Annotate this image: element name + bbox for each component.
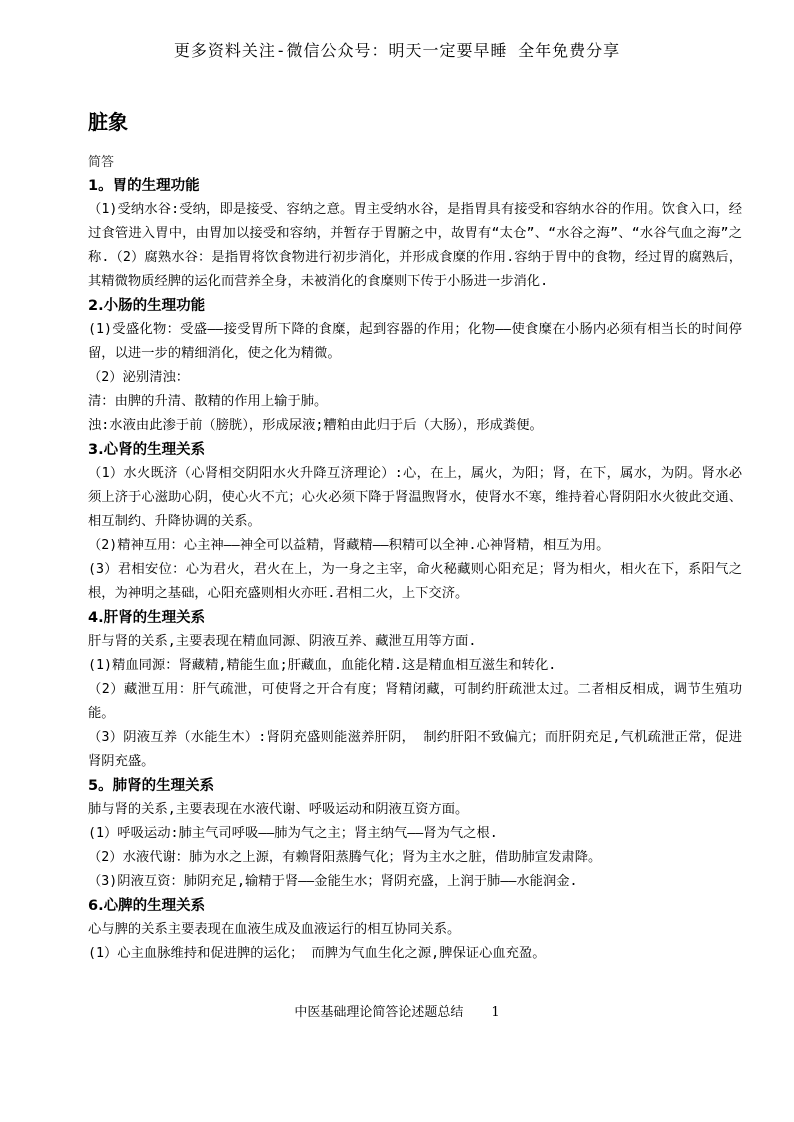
section — [88, 294, 742, 438]
chapter-title: 脏象 — [88, 110, 128, 134]
paragraph: （2）水液代谢：肺为水之上源，有赖肾阳蒸腾气化；肾为主水之脏，借助肺宣发肃降。 — [88, 850, 602, 865]
section — [88, 174, 742, 294]
section-heading: 2.小肠的生理功能 — [88, 298, 206, 314]
section-heading: 5。肺肾的生理关系 — [88, 778, 215, 794]
page-footer — [0, 1001, 794, 1020]
paragraph: (1)精血同源：肾藏精,精能生血;肝藏血，血能化精.这是精血相互滋生和转化. — [88, 658, 557, 673]
paragraph: 清：由脾的升清、散精的作用上输于肺。 — [88, 394, 328, 409]
paragraph: 肺与肾的关系,主要表现在水液代谢、呼吸运动和阴液互资方面。 — [88, 802, 469, 817]
paragraph: （2）藏泄互用：肝气疏泄，可使肾之开合有度；肾精闭藏，可制约肝疏泄太过。二者相反相成，调节生殖功能。 — [88, 682, 742, 721]
document-body — [88, 104, 742, 966]
footer-title: 中医基础理论简答论述题总结 — [294, 1005, 464, 1020]
paragraph: （1）水火既济（心肾相交阴阳水火升降互济理论）:心，在上，属火，为阳；肾，在下，属水，为阴。肾水必须上济于心滋助心阴，使心火不亢；心火必须下降于肾温煦肾水，使肾水不寒，维持着心肾阴阳水火彼此交通、相互制约、升降协调的关系。 — [88, 466, 742, 529]
paragraph: 心与脾的关系主要表现在血液生成及血液运行的相互协同关系。 — [88, 922, 461, 937]
section — [88, 774, 742, 894]
paragraph: 浊:水液由此渗于前（膀胱），形成尿液;糟粕由此归于后（大肠），形成粪便。 — [88, 418, 543, 433]
page-header-banner: 更多资料关注-微信公众号：明天一定要早睡 全年免费分享 — [173, 41, 621, 60]
paragraph: (1）呼吸运动:肺主气司呼吸——肺为气之主；肾主纳气——肾为气之根. — [88, 826, 498, 841]
paragraph: (1)受盛化物：受盛——接受胃所下降的食糜，起到容器的作用；化物——使食糜在小肠内必须有相当长的时间停留，以进一步的精细消化，使之化为精微。 — [88, 322, 742, 361]
paragraph: (1）心主血脉维持和促进脾的运化； 而脾为气血生化之源,脾保证心血充盈。 — [88, 946, 546, 961]
paragraph: （3）阴液互养（水能生木）:肾阴充盛则能滋养肝阴， 制约肝阳不致偏亢；而肝阴充足,气机疏泄正常，促进肾阴充盛。 — [88, 730, 742, 769]
paragraph: 肝与肾的关系,主要表现在精血同源、阴液互养、藏泄互用等方面. — [88, 634, 477, 649]
paragraph: （3)阴液互资：肺阴充足,输精于肾——金能生水；肾阴充盛，上润于肺——水能润金. — [88, 874, 578, 889]
paragraph: (3）君相安位：心为君火，君火在上，为一身之主宰，命火秘藏则心阳充足；肾为相火，相火在下，系阳气之根，为神明之基础，心阳充盛则相火亦旺.君相二火，上下交济。 — [88, 562, 742, 601]
section — [88, 894, 742, 966]
section — [88, 438, 742, 606]
section-label: 简答 — [88, 155, 115, 170]
paragraph: （1)受纳水谷:受纳，即是接受、容纳之意。胃主受纳水谷，是指胃具有接受和容纳水谷的作用。饮食入口，经过食管进入胃中，由胃加以接受和容纳，并暂存于胃腑之中，故胃有“太仓”、“水谷之海”、“水谷气血之海”之称.（2）腐熟水谷：是指胃将饮食物进行初步消化，并形成食糜的作用.容纳于胃中的食物，经过胃的腐熟后，其精微物质经脾的运化而营养全身，未被消化的食糜则下传于小肠进一步消化. — [88, 202, 742, 289]
section — [88, 606, 742, 774]
section-heading: 4.肝肾的生理关系 — [88, 610, 206, 626]
paragraph: （2）泌别清浊： — [88, 370, 190, 385]
section-heading: 6.心脾的生理关系 — [88, 898, 206, 914]
paragraph: （2)精神互用：心主神——神全可以益精，肾藏精——积精可以全神.心神肾精，相互为用。 — [88, 538, 610, 553]
section-heading: 1。胃的生理功能 — [88, 178, 200, 194]
section-heading: 3.心肾的生理关系 — [88, 442, 206, 458]
page-number: 1 — [491, 1005, 500, 1020]
